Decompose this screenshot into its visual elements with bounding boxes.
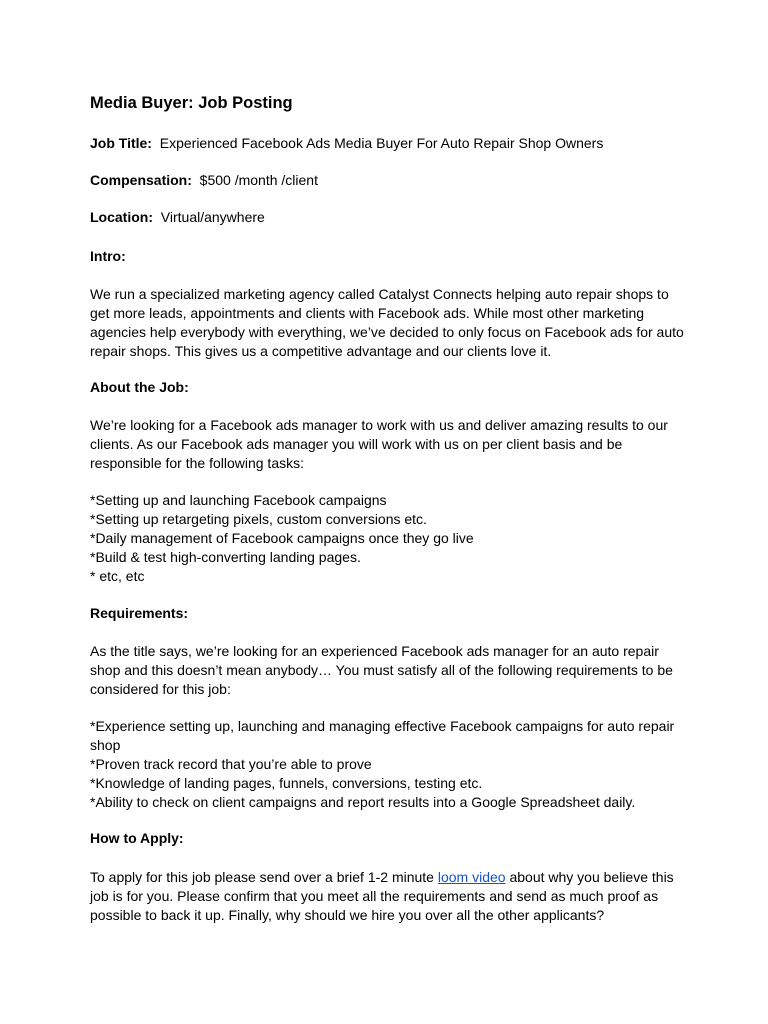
requirements-list	[90, 717, 688, 812]
about-paragraph: We’re looking for a Facebook ads manager to work with us and deliver amazing results to our clients. As our Facebook ads manager you will work with us on per client basis and be responsible for the following tasks:	[90, 417, 668, 471]
list-item: * etc, etc	[90, 568, 145, 584]
intro-heading: Intro:	[90, 248, 126, 264]
location-value: Virtual/anywhere	[160, 209, 265, 225]
compensation-value: $500 /month /client	[199, 172, 318, 188]
list-item: *Experience setting up, launching and managing effective Facebook campaigns for auto repair shop	[90, 718, 675, 753]
apply-paragraph	[90, 868, 688, 925]
about-heading: About the Job:	[90, 379, 189, 395]
location-line	[90, 208, 265, 227]
job-title-line	[90, 134, 603, 153]
page-title: Media Buyer: Job Posting	[90, 94, 293, 112]
compensation-line	[90, 171, 318, 190]
list-item: *Knowledge of landing pages, funnels, conversions, testing etc.	[90, 775, 483, 791]
apply-text-end: about why you believe this job is for you. Please confirm that you meet all the requirements and send as much proof as possible to back it up. Finally, why should we hire you over all the other applicants?	[90, 869, 674, 923]
intro-paragraph: We run a specialized marketing agency called Catalyst Connects helping auto repair shops to get more leads, appointments and clients with Facebook ads. While most other marketing agencies help everybody with everything, we’ve decided to only focus on Facebook ads for auto repair shops. This gives us a competitive advantage and our clients love it.	[90, 286, 684, 359]
requirements-paragraph: As the title says, we’re looking for an experienced Facebook ads manager for an auto repair shop and this doesn’t mean anybody… You must satisfy all of the following requirements to be considered for this job:	[90, 643, 673, 697]
task-list	[90, 491, 688, 586]
list-item: *Daily management of Facebook campaigns once they go live	[90, 530, 474, 546]
list-item: *Setting up and launching Facebook campaigns	[90, 492, 387, 508]
apply-text-start: To apply for this job please send over a brief 1-2 minute	[90, 869, 438, 885]
list-item: *Ability to check on client campaigns and report results into a Google Spreadsheet daily.	[90, 794, 636, 810]
loom-video-link[interactable]: loom video	[437, 869, 506, 885]
job-title-label: Job Title:	[90, 135, 152, 151]
requirements-heading: Requirements:	[90, 605, 189, 621]
apply-heading: How to Apply:	[90, 830, 184, 846]
list-item: *Proven track record that you’re able to prove	[90, 756, 372, 772]
compensation-label: Compensation:	[90, 172, 192, 188]
location-label: Location:	[90, 209, 153, 225]
list-item: *Build & test high-converting landing pages.	[90, 549, 361, 565]
list-item: *Setting up retargeting pixels, custom conversions etc.	[90, 511, 427, 527]
job-title-value: Experienced Facebook Ads Media Buyer For Auto Repair Shop Owners	[159, 135, 604, 151]
